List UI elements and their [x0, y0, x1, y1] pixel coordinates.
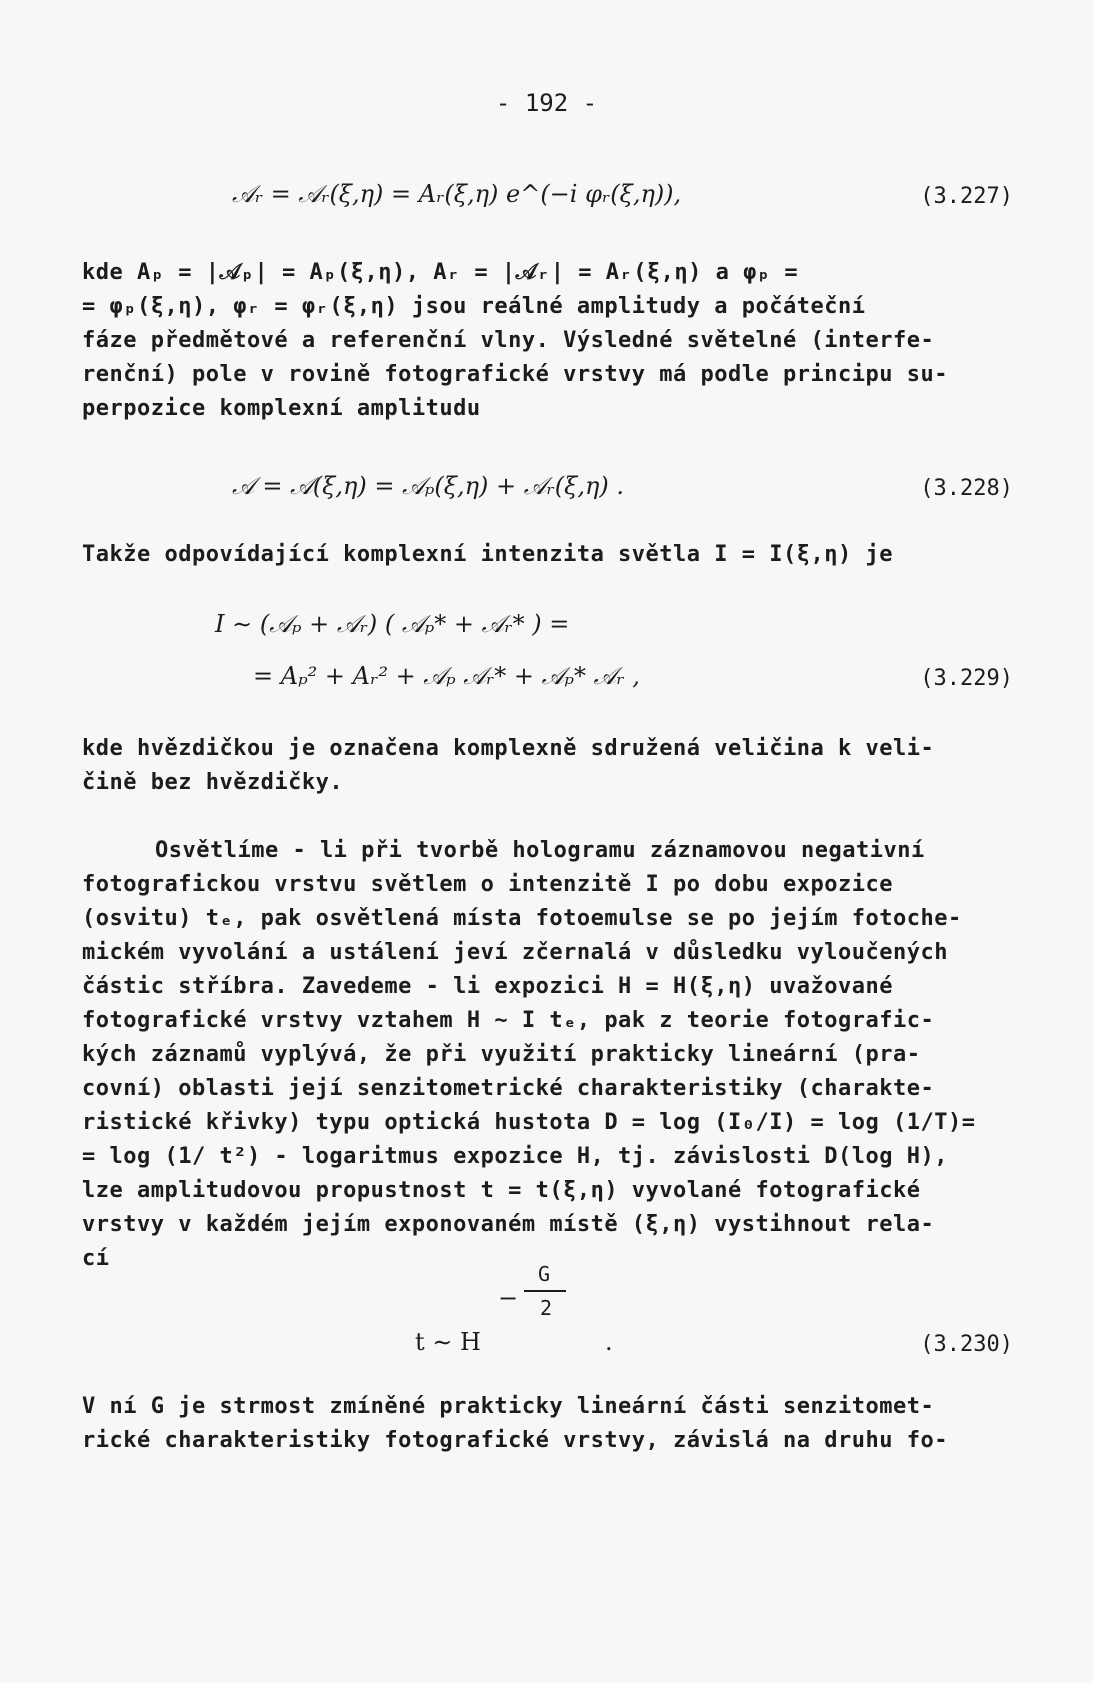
- text-line: renční) pole v rovině fotografické vrstvy má podle principu su-: [82, 362, 948, 387]
- text-line: kých záznamů vyplývá, že při využití prakticky lineární (pra-: [82, 1042, 921, 1067]
- equation-dot: .: [605, 1328, 613, 1356]
- text-line: fotografickou vrstvu světlem o intenzitě I po dobu expozice: [82, 872, 893, 897]
- equation-number-3-228: (3.228): [920, 476, 1013, 501]
- text-line: částic stříbra. Zavedeme - li expozici H = H(ξ,η) uvažované: [82, 974, 893, 999]
- equation-3-228: 𝒜 = 𝒜(ξ,η) = 𝒜ₚ(ξ,η) + 𝒜ᵣ(ξ,η) .: [232, 472, 624, 500]
- page-number: - 192 -: [495, 89, 598, 117]
- text-line: mickém vyvolání a ustálení jeví zčernalá v důsledku vyloučených: [82, 940, 948, 965]
- equation-3-229-line-2: = Aₚ² + Aᵣ² + 𝒜ₚ 𝒜ᵣ* + 𝒜ₚ* 𝒜ᵣ ,: [253, 662, 640, 690]
- text-line: (osvitu) tₑ, pak osvětlená místa fotoemulse se po jejím fotoche-: [82, 906, 962, 931]
- text-line: vrstvy v každém jejím exponovaném místě (ξ,η) vystihnout rela-: [82, 1212, 935, 1237]
- text-line: Takže odpovídající komplexní intenzita světla I = I(ξ,η) je: [82, 542, 893, 567]
- text-line: = log (1/ t²) - logaritmus expozice H, tj. závislosti D(log H),: [82, 1144, 948, 1169]
- equation-3-227: 𝒜ᵣ = 𝒜ᵣ(ξ,η) = Aᵣ(ξ,η) e^(−i φᵣ(ξ,η)),: [232, 180, 682, 208]
- text-line: V ní G je strmost zmíněné prakticky lineární části senzitomet-: [82, 1394, 935, 1419]
- text-line: fotografické vrstvy vztahem H ∼ I tₑ, pak z teorie fotografic-: [82, 1008, 935, 1033]
- exponent-minus: −: [498, 1284, 519, 1312]
- text-line: covní) oblasti její senzitometrické charakteristiky (charakte-: [82, 1076, 935, 1101]
- text-line: perpozice komplexní amplitudu: [82, 396, 481, 421]
- equation-3-229-line-1: I ∼ (𝒜ₚ + 𝒜ᵣ) ( 𝒜ₚ* + 𝒜ᵣ* ) =: [215, 610, 570, 638]
- equation-number-3-227: (3.227): [920, 184, 1013, 209]
- text-line: = φₚ(ξ,η), φᵣ = φᵣ(ξ,η) jsou reálné amplitudy a počáteční: [82, 294, 866, 319]
- text-line: kde hvězdičkou je označena komplexně sdružená veličina k veli-: [82, 736, 935, 761]
- text-line: čině bez hvězdičky.: [82, 770, 344, 795]
- text-line: fáze předmětové a referenční vlny. Výsledné světelné (interfe-: [82, 328, 935, 353]
- text-line: ristické křivky) typu optická hustota D = log (I₀/I) = log (1/T)=: [82, 1110, 976, 1135]
- fraction-bar: [524, 1290, 566, 1292]
- equation-number-3-229: (3.229): [920, 666, 1013, 691]
- exponent-denominator: 2: [540, 1296, 553, 1320]
- text-line: Osvětlíme - li při tvorbě hologramu záznamovou negativní: [155, 838, 925, 863]
- text-line: lze amplitudovou propustnost t = t(ξ,η) vyvolané fotografické: [82, 1178, 921, 1203]
- equation-number-3-230: (3.230): [920, 1332, 1013, 1357]
- equation-base: t ∼ H: [415, 1328, 481, 1356]
- text-line: cí: [82, 1246, 110, 1271]
- exponent-numerator: G: [538, 1262, 551, 1286]
- text-line: rické charakteristiky fotografické vrstvy, závislá na druhu fo-: [82, 1428, 948, 1453]
- text-line: kde Aₚ = |𝒜ₚ| = Aₚ(ξ,η), Aᵣ = |𝒜ᵣ| = Aᵣ(ξ,η) a φₚ =: [82, 260, 799, 285]
